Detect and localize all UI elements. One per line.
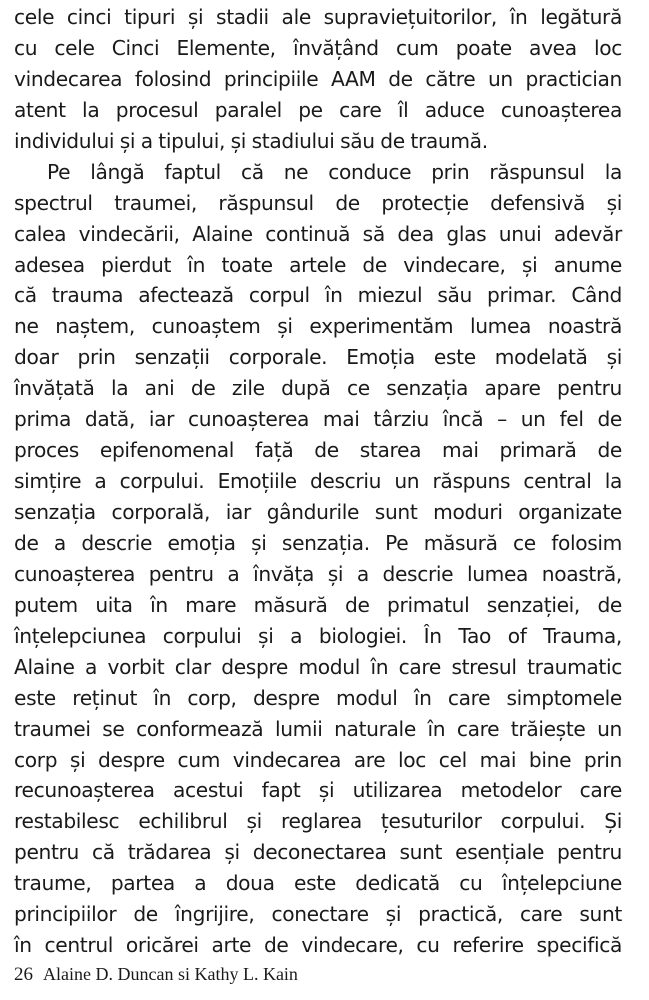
text-line: proces epifenomenal față de starea mai primară de [14,438,622,463]
text-line: înțelepciunea corpului și a biologiei. În Tao of Trauma, [14,623,622,648]
text-line: traume, partea a doua este dedicată cu înțelepciune [14,871,622,896]
text-line: doar prin senzații corporale. Emoția este modelată și [14,345,622,370]
text-line: spectrul traumei, răspunsul de protecție defensivă și [14,190,622,215]
running-footer-authors: Alaine D. Duncan si Kathy L. Kain [43,964,298,984]
page-number: 26 [14,964,33,985]
text-line: că trauma afectează corpul în miezul său primar. Când [14,283,622,308]
paragraph-2 [14,157,622,961]
text-line: este reținut în corp, despre modul în care simptomele [14,685,622,710]
text-line: individului și a tipului, și stadiului său de traumă. [14,128,488,153]
body-text [14,2,622,961]
text-line: în centrul oricărei arte de vindecare, cu referire specifică [14,933,622,958]
page-footer [14,964,298,986]
text-line: cele cinci tipuri și stadii ale supraviețuitorilor, în legătură [14,5,622,29]
text-line: de a descrie emoția și senzația. Pe măsură ce folosim [14,530,622,555]
text-line: atent la procesul paralel pe care îl aduce cunoașterea [14,97,622,122]
text-line: învățată la ani de zile după ce senzația apare pentru [14,376,622,401]
text-line: principiilor de îngrijire, conectare și practică, care sunt [14,902,622,927]
text-line: cunoașterea pentru a învăța și a descrie lumea noastră, [14,561,622,586]
text-line: adesea pierdut în toate artele de vindecare, și anume [14,252,622,277]
text-line: calea vindecării, Alaine continuă să dea glas unui adevăr [14,221,622,246]
text-line: prima dată, iar cunoașterea mai târziu încă – un fel de [14,407,622,432]
text-line: putem uita în mare măsură de primatul senzației, de [14,592,622,617]
text-line: vindecarea folosind principiile AAM de către un practician [14,66,622,91]
text-line: cu cele Cinci Elemente, învățând cum poate avea loc [14,35,622,60]
text-line: Pe lângă faptul că ne conduce prin răspunsul la [47,159,622,184]
text-line: traumei se conformează lumii naturale în care trăiește un [14,716,622,741]
text-line: recunoașterea acestui fapt și utilizarea metodelor care [14,778,622,803]
text-line: Alaine a vorbit clar despre modul în care stresul traumatic [14,654,622,679]
text-line: simțire a corpului. Emoțiile descriu un răspuns central la [14,469,622,494]
text-line: corp și despre cum vindecarea are loc cel mai bine prin [14,747,622,772]
text-line: restabilesc echilibrul și reglarea țesuturilor corpului. Și [14,809,622,834]
text-line: ne naștem, cunoaștem și experimentăm lumea noastră [14,314,622,339]
text-line: senzația corporală, iar gândurile sunt moduri organizate [14,500,622,524]
paragraph-1 [14,2,622,157]
text-line: pentru că trădarea și deconectarea sunt esențiale pentru [14,840,622,865]
